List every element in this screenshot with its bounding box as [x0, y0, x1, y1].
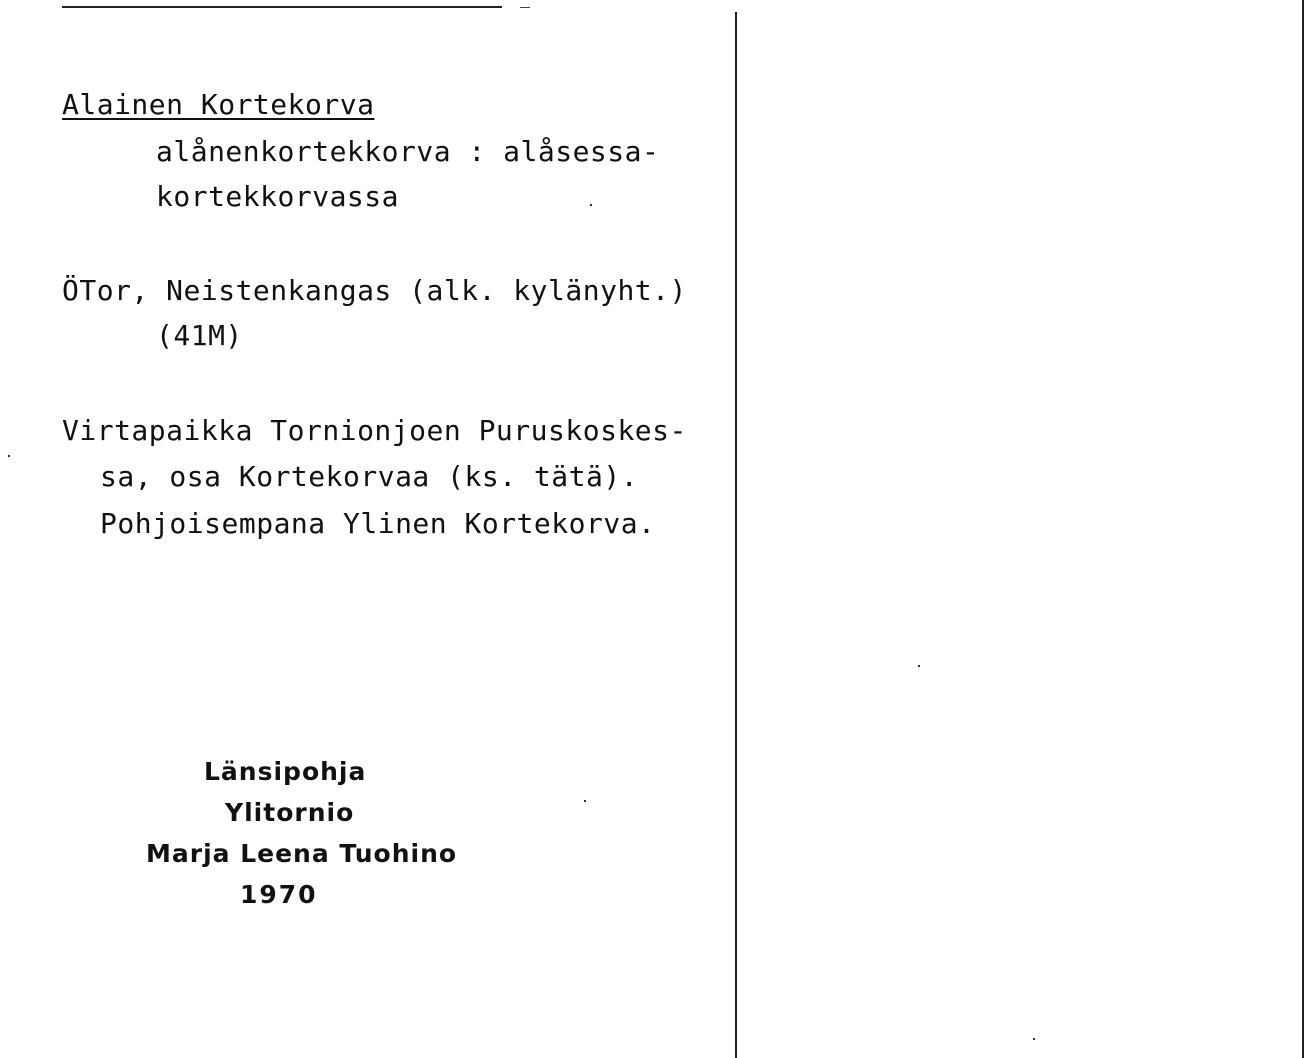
right-edge-rule [1302, 0, 1304, 1058]
dialect-form-line-2: kortekkorvassa [156, 180, 400, 213]
dialect-form-line-1: alånenkortekkorva : alåsessa- [156, 135, 660, 168]
explanation-line-2: sa, osa Kortekorvaa (ks. tätä). [100, 460, 639, 493]
scan-speck [590, 204, 592, 206]
stamp-collector: Marja Leena Tuohino [146, 839, 458, 868]
column-divider [735, 12, 737, 1058]
explanation-line-1: Virtapaikka Tornionjoen Puruskoskes- [62, 414, 687, 447]
explanation-line-3: Pohjoisempana Ylinen Kortekorva. [100, 507, 656, 540]
place-line-1: ÖTor, Neistenkangas (alk. kylänyht.) [62, 274, 687, 307]
stamp-region: Länsipohja [204, 757, 367, 786]
top-edge-rule [62, 6, 502, 8]
headword: Alainen Kortekorva [62, 88, 375, 121]
stamp-parish: Ylitornio [225, 798, 355, 827]
scan-speck [584, 800, 586, 802]
top-edge-mark [520, 7, 530, 8]
stamp-year: 1970 [240, 880, 318, 909]
scan-speck [8, 455, 10, 457]
scan-speck [1033, 1038, 1035, 1040]
scan-speck [918, 665, 920, 667]
place-line-2: (41M) [156, 319, 243, 352]
